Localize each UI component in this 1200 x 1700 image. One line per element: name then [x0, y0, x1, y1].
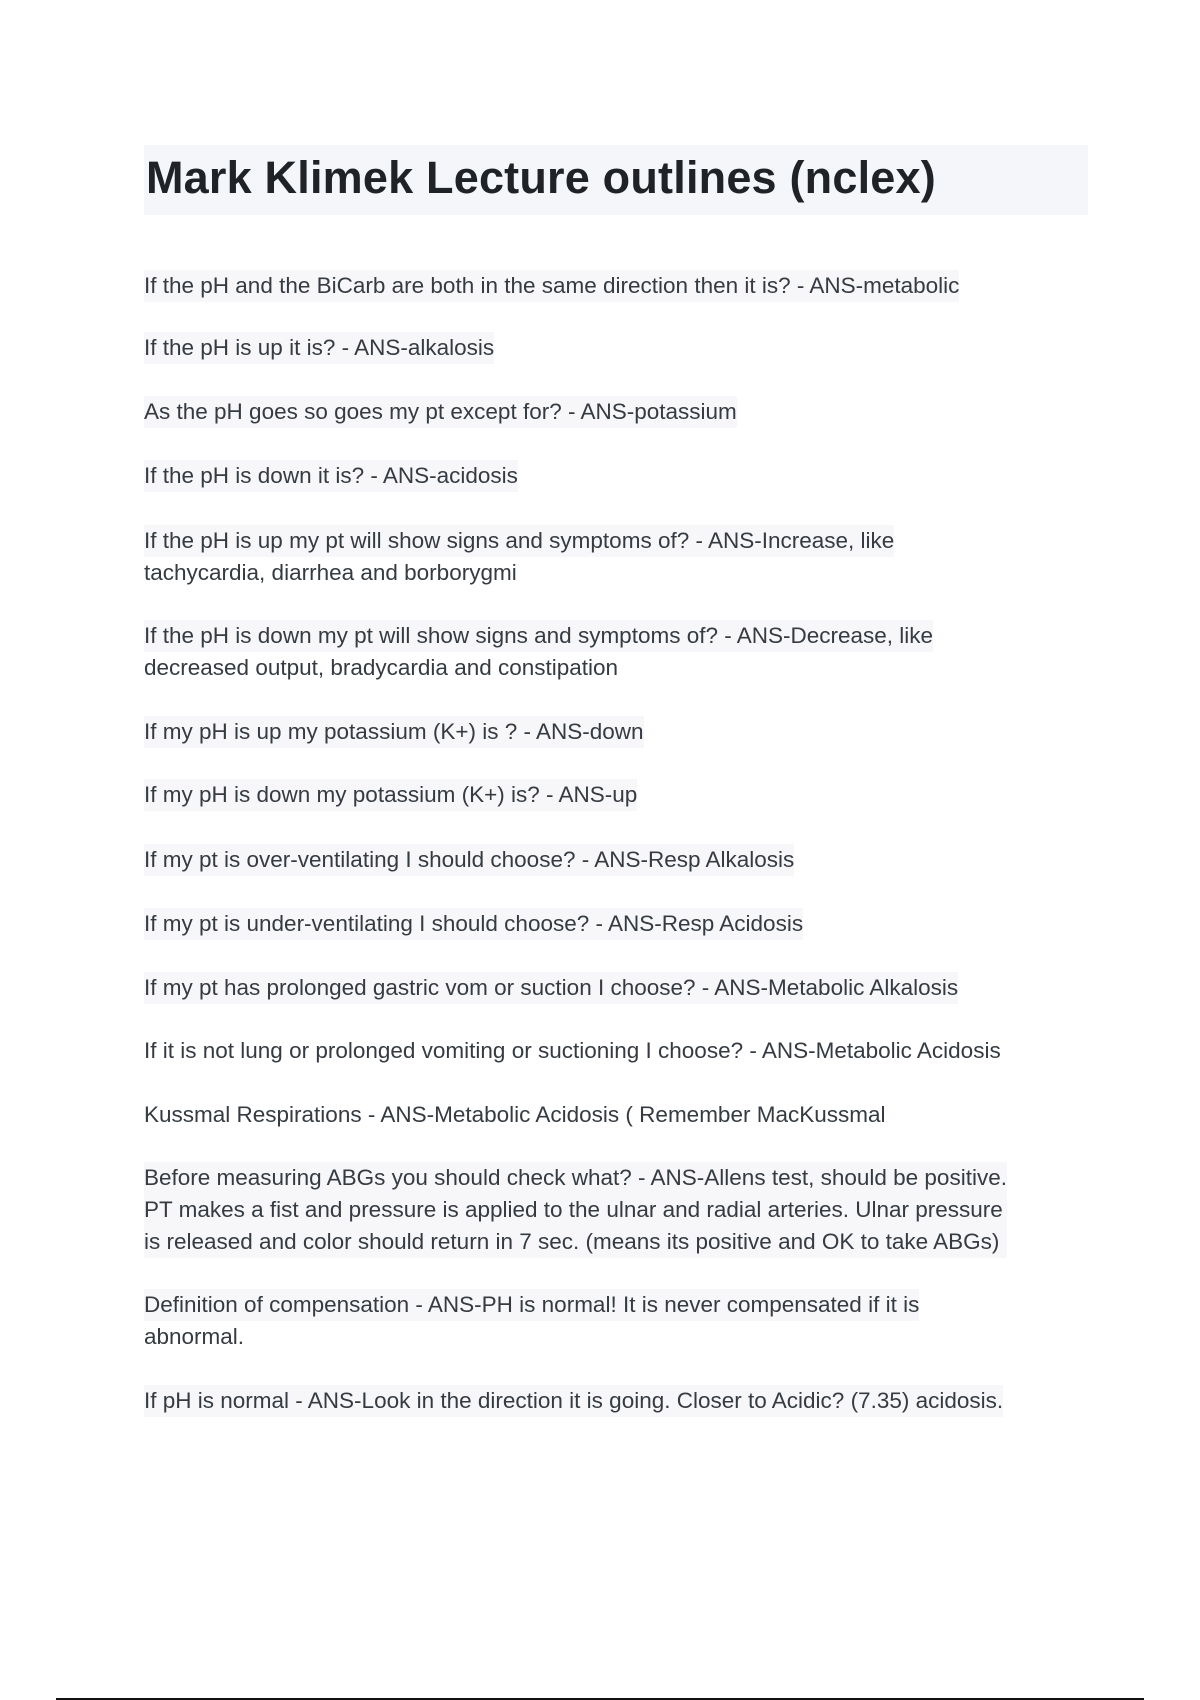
qa-line: PT makes a fist and pressure is applied to the ulnar and radial arteries. Ulnar pressure — [144, 1194, 1007, 1226]
qa-item — [144, 844, 794, 876]
qa-item — [144, 779, 637, 811]
qa-item — [144, 1099, 886, 1131]
qa-item — [144, 620, 933, 684]
qa-line: Kussmal Respirations - ANS-Metabolic Acidosis ( Remember MacKussmal — [144, 1102, 886, 1127]
qa-line: If the pH is up it is? - ANS-alkalosis — [144, 332, 494, 364]
qa-item — [144, 396, 737, 428]
qa-line: is released and color should return in 7 sec. (means its positive and OK to take ABGs) — [144, 1226, 1007, 1258]
qa-line: abnormal. — [144, 1324, 245, 1349]
qa-line: If my pt is over-ventilating I should choose? - ANS-Resp Alkalosis — [144, 844, 794, 876]
qa-line: If it is not lung or prolonged vomiting or suctioning I choose? - ANS-Metabolic Acidosis — [144, 1038, 1001, 1063]
qa-line: Definition of compensation - ANS-PH is normal! It is never compensated if it is — [144, 1289, 919, 1321]
qa-item — [144, 460, 518, 492]
qa-item — [144, 716, 644, 748]
qa-line: If my pH is up my potassium (K+) is ? - ANS-down — [144, 716, 644, 748]
qa-line: If the pH is down it is? - ANS-acidosis — [144, 460, 518, 492]
qa-item — [144, 270, 959, 302]
qa-item — [144, 1385, 1003, 1417]
qa-line: Before measuring ABGs you should check what? - ANS-Allens test, should be positive. — [144, 1162, 1007, 1194]
qa-item — [144, 972, 958, 1004]
qa-item — [144, 1162, 1007, 1258]
qa-line: If my pt is under-ventilating I should choose? - ANS-Resp Acidosis — [144, 908, 803, 940]
page-title: Mark Klimek Lecture outlines (nclex) — [146, 152, 936, 203]
qa-item — [144, 332, 494, 364]
qa-line: If the pH is down my pt will show signs and symptoms of? - ANS-Decrease, like — [144, 620, 933, 652]
qa-line: If the pH is up my pt will show signs and symptoms of? - ANS-Increase, like — [144, 525, 894, 557]
qa-line: As the pH goes so goes my pt except for? - ANS-potassium — [144, 396, 737, 428]
qa-line: If pH is normal - ANS-Look in the direction it is going. Closer to Acidic? (7.35) acidosis. — [144, 1385, 1003, 1417]
qa-line: If my pH is down my potassium (K+) is? - ANS-up — [144, 779, 637, 811]
qa-item — [144, 908, 803, 940]
qa-line: If my pt has prolonged gastric vom or suction I choose? - ANS-Metabolic Alkalosis — [144, 972, 958, 1004]
qa-item — [144, 525, 894, 589]
qa-line: If the pH and the BiCarb are both in the same direction then it is? - ANS-metabolic — [144, 270, 959, 302]
qa-item — [144, 1289, 919, 1353]
qa-line: decreased output, bradycardia and constipation — [144, 655, 619, 680]
qa-line: tachycardia, diarrhea and borborygmi — [144, 560, 517, 585]
qa-item — [144, 1035, 1001, 1067]
